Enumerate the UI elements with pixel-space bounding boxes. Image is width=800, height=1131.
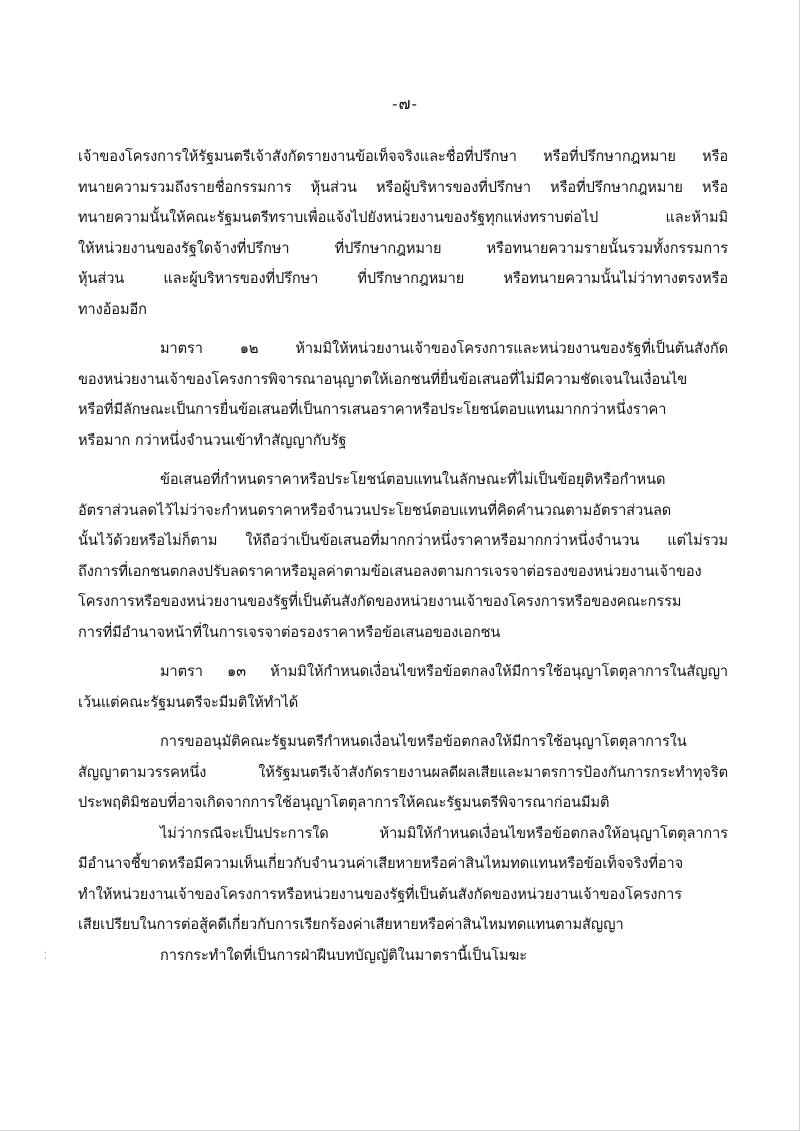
- paragraph: [78, 819, 728, 941]
- text-line: ประพฤติมิชอบที่อาจเกิดจากการใช้อนุญาโตตุลาการให้คณะรัฐมนตรีพิจารณาก่อนมีมติ: [78, 794, 610, 811]
- text-line: ทำให้หน่วยงานเจ้าของโครงการหรือหน่วยงานของรัฐที่เป็นต้นสังกัดของหน่วยงานเจ้าของโครงการ: [78, 885, 682, 903]
- text-line: สัญญาตามวรรคหนึ่ง ให้รัฐมนตรีเจ้าสังกัดรายงานผลดีผลเสียและมาตรการป้องกันการกระทำทุจริต: [78, 763, 728, 781]
- text-line: หรือมาก กว่าหนึ่งจำนวนเข้าทำสัญญากับรัฐ: [78, 431, 347, 449]
- text-line: มาตรา ๑๒ ห้ามมิให้หน่วยงานเจ้าของโครงการและหน่วยงานของรัฐที่เป็นต้นสังกัด: [160, 340, 728, 357]
- text-line: เจ้าของโครงการให้รัฐมนตรีเจ้าสังกัดรายงานข้อเท็จจริงและชื่อที่ปรึกษา หรือที่ปรึกษากฎหมาย หรือ: [78, 148, 728, 165]
- text-line: ให้หน่วยงานของรัฐใดจ้างที่ปรึกษา ที่ปรึกษากฎหมาย หรือทนายความรายนั้นรวมทั้งกรรมการ: [78, 239, 728, 257]
- paragraph-section-12: [78, 334, 728, 456]
- text-line: มาตรา ๑๓ ห้ามมิให้กำหนดเงื่อนไขหรือข้อตกลงให้มีการใช้อนุญาโตตุลาการในสัญญา: [160, 663, 728, 680]
- paragraph: [78, 727, 728, 819]
- page-number: -๗-: [392, 94, 418, 113]
- text-line: เสียเปรียบในการต่อสู้คดีเกี่ยวกับการเรียกร้องค่าเสียหายหรือค่าสินไหมทดแทนตามสัญญา: [78, 916, 624, 933]
- text-line: ทนายความรวมถึงรายชื่อกรรมการ หุ้นส่วน หรือผู้บริหารของที่ปรึกษา หรือที่ปรึกษากฎหมาย หรือ: [78, 178, 728, 196]
- text-line: ไม่ว่ากรณีจะเป็นประการใด ห้ามมิให้กำหนดเงื่อนไขหรือข้อตกลงให้อนุญาโตตุลาการ: [160, 824, 728, 842]
- text-line: ของหน่วยงานเจ้าของโครงการพิจารณาอนุญาตให้เอกชนที่ยื่นข้อเสนอที่ไม่มีความชัดเจนในเงื่อนไข: [78, 370, 688, 388]
- text-line: ทางอ้อมอีก: [78, 300, 147, 318]
- text-line: เว้นแต่คณะรัฐมนตรีจะมีมติให้ทำได้: [78, 693, 299, 711]
- text-line: นั้นไว้ด้วยหรือไม่ก็ตาม ให้ถือว่าเป็นข้อเสนอที่มากกว่าหนึ่งราคาหรือมากกว่าหนึ่งจำนวน แต่ไม่รวม: [78, 532, 728, 549]
- text-line: การที่มีอำนาจหน้าที่ในการเจรจาต่อรองราคาหรือข้อเสนอของเอกชน: [78, 623, 501, 641]
- paragraph-section-13: [78, 657, 728, 718]
- document-body: [78, 142, 728, 971]
- text-line: การกระทำใดที่เป็นการฝ่าฝืนบทบัญญัติในมาตรานี้เป็นโมฆะ: [160, 946, 527, 964]
- scan-speck: ⁚: [44, 951, 48, 962]
- text-line: หุ้นส่วน และผู้บริหารของที่ปรึกษา ที่ปรึกษากฎหมาย หรือทนายความนั้นไม่ว่าทางตรงหรือ: [78, 270, 728, 287]
- paragraph: [78, 941, 728, 972]
- text-line: ข้อเสนอที่กำหนดราคาหรือประโยชน์ตอบแทนในลักษณะที่ไม่เป็นข้อยุติหรือกำหนด: [160, 471, 666, 488]
- text-line: อัตราส่วนลดไว้ไม่ว่าจะกำหนดราคาหรือจำนวนประโยชน์ตอบแทนที่คิดคำนวณตามอัตราส่วนลด: [78, 501, 672, 519]
- paragraph: [78, 465, 728, 648]
- text-line: หรือที่มีลักษณะเป็นการยื่นข้อเสนอที่เป็นการเสนอราคาหรือประโยชน์ตอบแทนมากกว่าหนึ่งราคา: [78, 401, 667, 418]
- text-line: การขออนุมัติคณะรัฐมนตรีกำหนดเงื่อนไขหรือข้อตกลงให้มีการใช้อนุญาโตตุลาการใน: [160, 733, 687, 750]
- text-line: โครงการหรือของหน่วยงานของรัฐที่เป็นต้นสังกัดของหน่วยงานเจ้าของโครงการหรือของคณะกรรม: [78, 593, 682, 610]
- paragraph-continuation: [78, 142, 728, 325]
- text-line: ถึงการที่เอกชนตกลงปรับลดราคาหรือมูลค่าตามข้อเสนอลงตามการเจรจาต่อรองของหน่วยงานเจ้าของ: [78, 562, 702, 580]
- text-line: ทนายความนั้นให้คณะรัฐมนตรีทราบเพื่อแจ้งไปยังหน่วยงานของรัฐทุกแห่งทราบต่อไป และห้ามมิ: [78, 209, 728, 226]
- text-line: มีอำนาจชี้ขาดหรือมีความเห็นเกี่ยวกับจำนวนค่าเสียหายหรือค่าสินไหมทดแทนหรือข้อเท็จจริงที่อาจ: [78, 855, 684, 872]
